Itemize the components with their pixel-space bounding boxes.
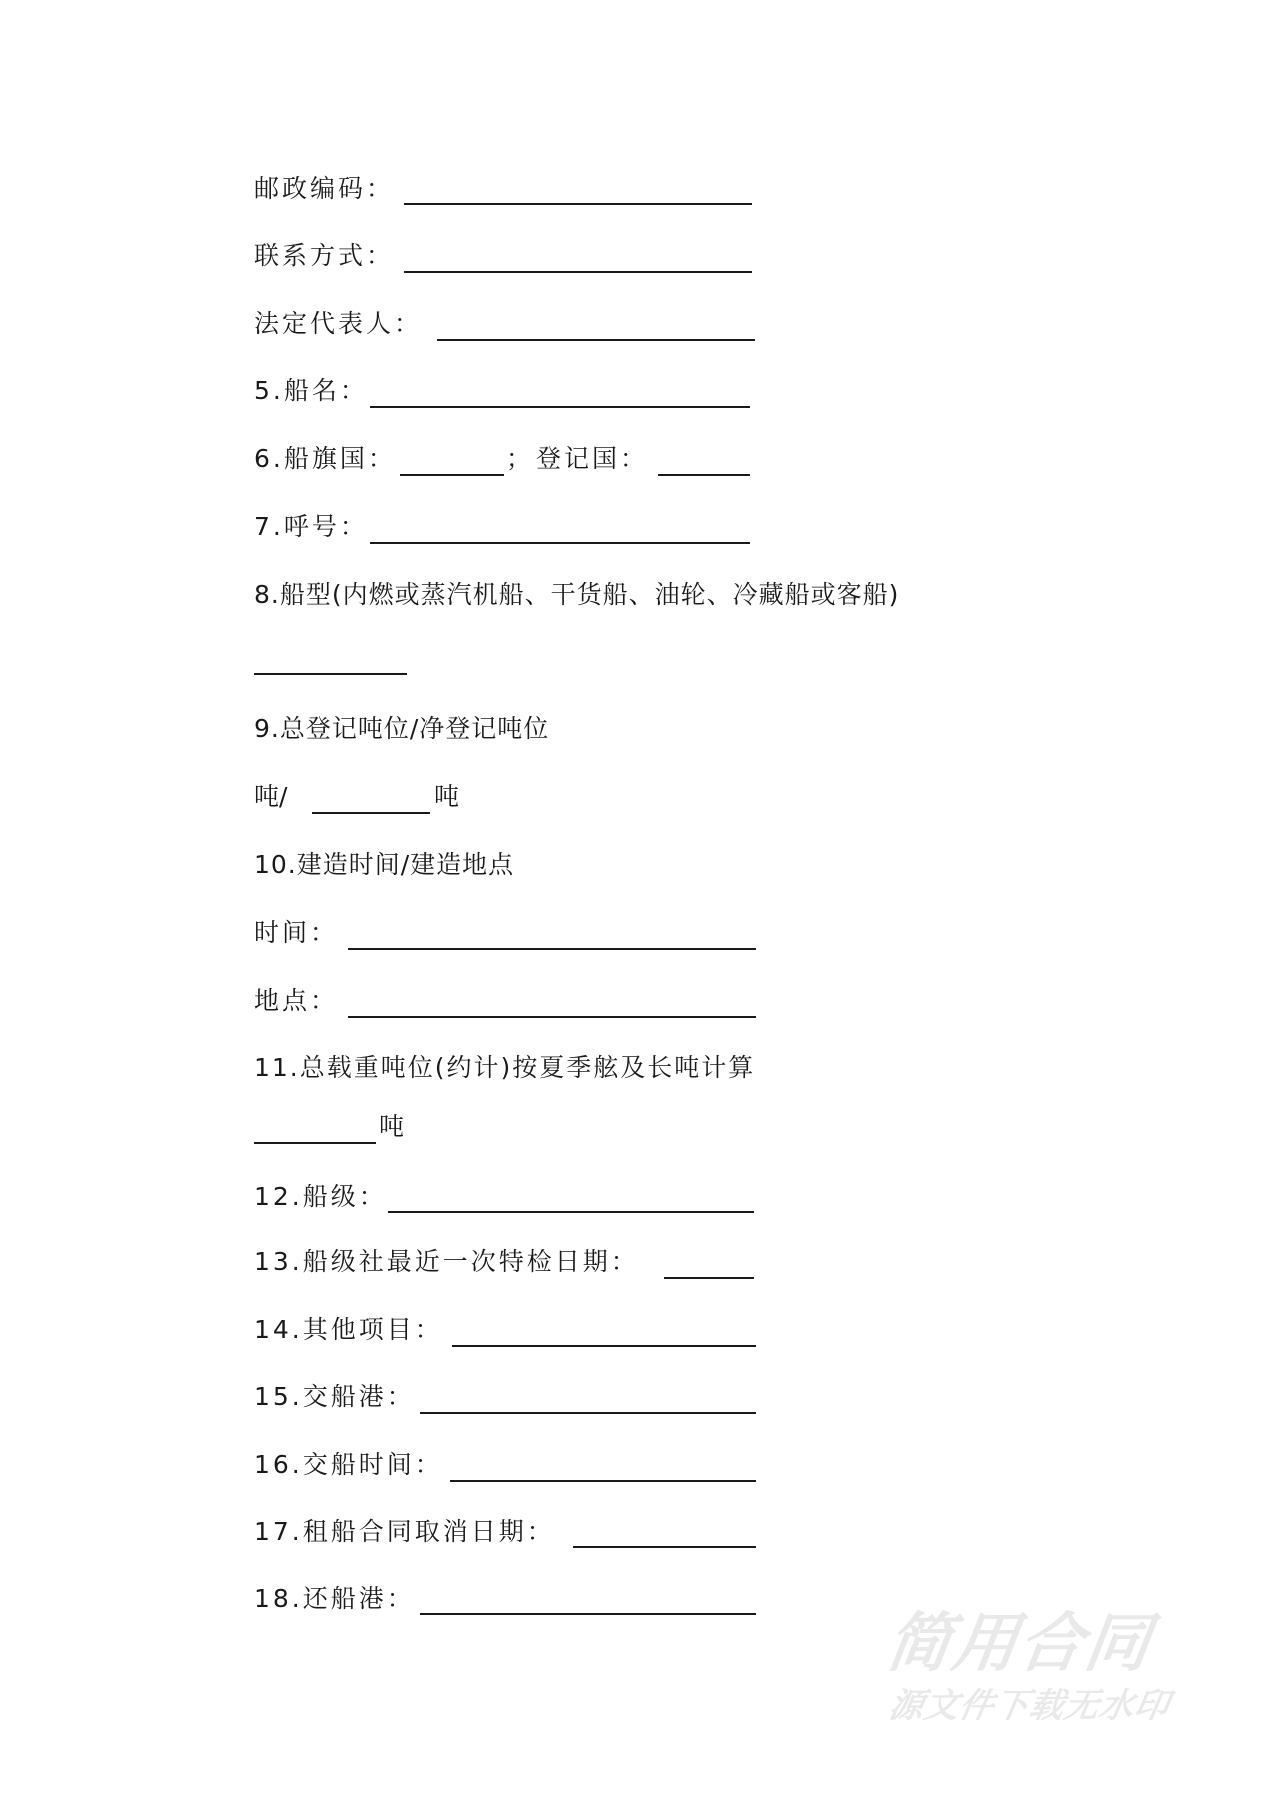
field-label: 时间： <box>254 918 339 947</box>
watermark-subtitle: 源文件下载无水印 <box>885 1686 1173 1726</box>
field-label: 10.建造时间/建造地点 <box>254 850 515 879</box>
field-label: 邮政编码： <box>254 174 395 203</box>
field-legal-representative <box>254 307 422 341</box>
postal-code-blank[interactable] <box>404 203 752 205</box>
contact-blank[interactable] <box>404 271 752 273</box>
field-deadweight <box>254 1051 755 1085</box>
field-label: 14.其他项目： <box>254 1315 443 1344</box>
field-contact <box>254 239 394 273</box>
field-separator: ； <box>506 444 532 473</box>
field-label: 地点： <box>254 986 339 1015</box>
field-cancelling-date <box>254 1515 555 1549</box>
delivery-port-blank[interactable] <box>420 1412 756 1414</box>
tonnage-prefix: 吨/ <box>254 782 288 811</box>
field-special-survey-date <box>254 1245 639 1279</box>
field-label: 12.船级： <box>254 1182 387 1211</box>
field-registered-tonnage <box>254 712 549 746</box>
field-label: 17.租船合同取消日期： <box>254 1517 555 1546</box>
field-label: 15.交船港： <box>254 1382 415 1411</box>
call-sign-blank[interactable] <box>370 542 750 544</box>
field-redelivery-port <box>254 1582 415 1616</box>
delivery-time-blank[interactable] <box>450 1480 756 1482</box>
build-time-blank[interactable] <box>348 948 756 950</box>
registry-state-blank[interactable] <box>658 474 750 476</box>
field-label: 5.船名： <box>254 376 368 405</box>
field-build-place <box>254 984 338 1018</box>
deadweight-blank[interactable] <box>254 1142 376 1144</box>
deadweight-suffix: 吨 <box>379 1112 405 1141</box>
field-label: 联系方式： <box>254 241 395 270</box>
field-flag-state <box>254 442 396 476</box>
field-build-info <box>254 848 514 882</box>
redelivery-port-blank[interactable] <box>420 1613 756 1615</box>
field-label: 13.船级社最近一次特检日期： <box>254 1247 639 1276</box>
field-registry-label: 登记国： <box>536 444 649 473</box>
field-postal-code <box>254 172 394 206</box>
field-label: 11.总载重吨位(约计)按夏季舷及长吨计算 <box>254 1053 756 1082</box>
field-call-sign <box>254 510 368 544</box>
field-ship-name <box>254 374 368 408</box>
field-build-time <box>254 916 338 950</box>
ship-name-blank[interactable] <box>370 406 750 408</box>
build-place-blank[interactable] <box>348 1016 756 1018</box>
cancelling-date-blank[interactable] <box>573 1546 756 1548</box>
field-other-items <box>254 1313 443 1347</box>
field-label: 16.交船时间： <box>254 1450 443 1479</box>
field-delivery-port <box>254 1380 415 1414</box>
field-ship-class <box>254 1180 387 1214</box>
field-label: 18.还船港： <box>254 1584 415 1613</box>
watermark-title: 简用合同 <box>881 1607 1157 1681</box>
net-tonnage-blank[interactable] <box>312 812 430 814</box>
other-items-blank[interactable] <box>452 1345 756 1347</box>
field-delivery-time <box>254 1448 443 1482</box>
tonnage-suffix: 吨 <box>434 782 460 811</box>
flag-state-blank[interactable] <box>400 474 504 476</box>
special-survey-date-blank[interactable] <box>664 1277 754 1279</box>
legal-representative-blank[interactable] <box>437 339 755 341</box>
field-label: 6.船旗国： <box>254 444 396 473</box>
field-label: 8.船型(内燃或蒸汽机船、干货船、油轮、冷藏船或客船) <box>254 580 900 609</box>
ship-type-blank[interactable] <box>254 673 407 675</box>
field-ship-type <box>254 578 899 612</box>
field-label: 法定代表人： <box>254 309 423 338</box>
ship-class-blank[interactable] <box>388 1211 754 1213</box>
field-label: 7.呼号： <box>254 512 368 541</box>
field-label: 9.总登记吨位/净登记吨位 <box>254 714 550 743</box>
